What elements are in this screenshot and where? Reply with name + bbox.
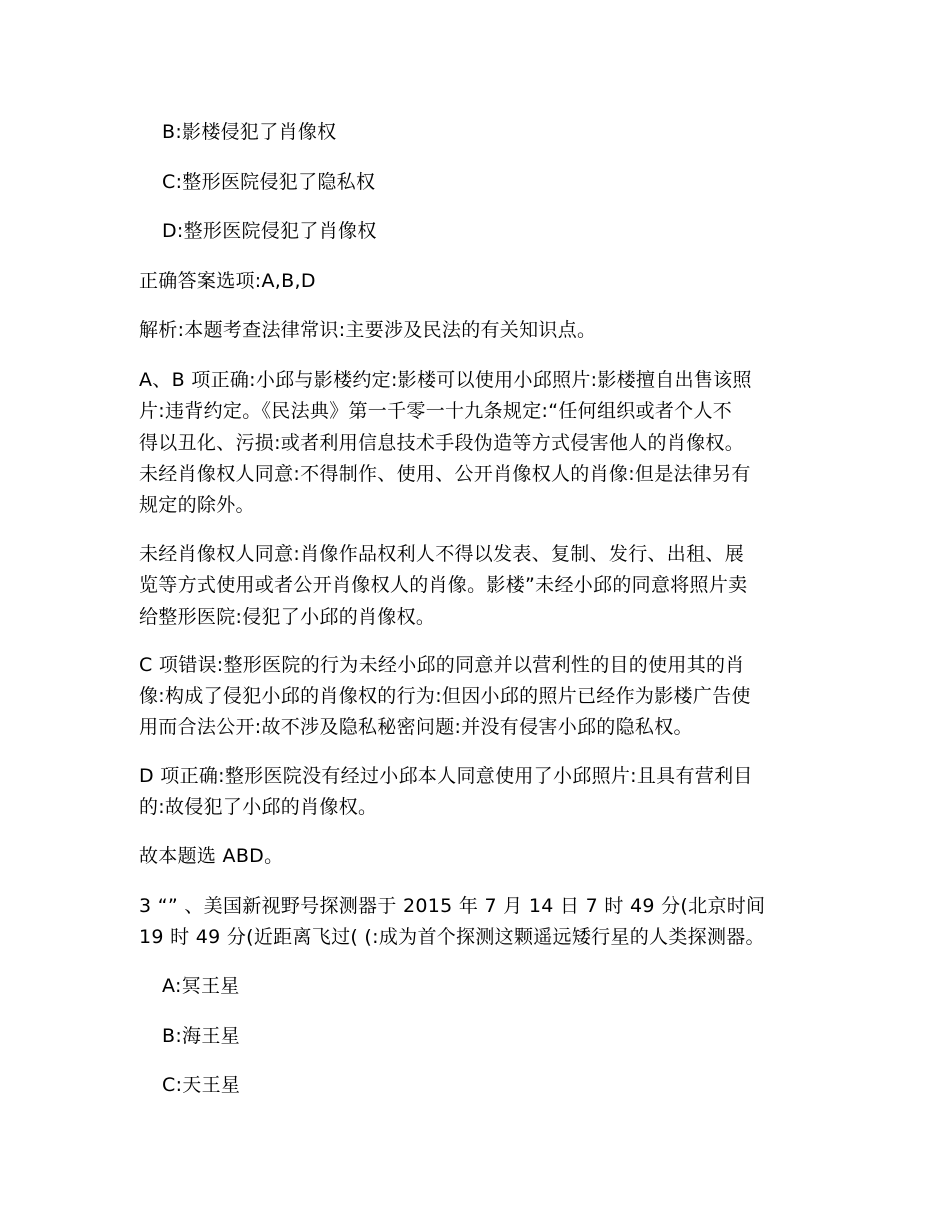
paragraph-line: 片:违背约定。《民法典》第一千零一十九条规定:“任何组织或者个人不 [139, 400, 733, 422]
paragraph-line: 未经肖像权人同意:肖像作品权利人不得以发表、复制、发行、出租、展 [139, 543, 745, 565]
answer-summary: 故本题选 ABD。 [139, 845, 284, 867]
paragraph-line: 未经肖像权人同意:不得制作、使用、公开肖像权人的肖像:但是法律另有 [139, 463, 751, 485]
option-d-previous: D:整形医院侵犯了肖像权 [162, 220, 377, 242]
question-3-stem: 19 时 49 分(近距离飞过( (:成为首个探测这颗遥远矮行星的人类探测器。 [139, 926, 765, 948]
paragraph-line: 给整形医院:侵犯了小邱的肖像权。 [139, 606, 436, 628]
option-c-previous: C:整形医院侵犯了隐私权 [162, 171, 376, 193]
paragraph-line: 像:构成了侵犯小邱的肖像权的行为:但因小邱的照片已经作为影楼广告使 [139, 685, 751, 707]
correct-answer: 正确答案选项:A,B,D [139, 270, 316, 292]
paragraph-line: 览等方式使用或者公开肖像权人的肖像。影楼”未经小邱的同意将照片卖 [139, 574, 748, 596]
option-b: B:海王星 [162, 1025, 240, 1047]
paragraph-line: 规定的除外。 [139, 494, 255, 516]
paragraph-line: A、B 项正确:小邱与影楼约定:影楼可以使用小邱照片:影楼擅自出售该照 [139, 369, 752, 391]
option-c: C:天王星 [162, 1074, 241, 1096]
paragraph-line: C 项错误:整形医院的行为未经小邱的同意并以营利性的目的使用其的肖 [139, 654, 745, 676]
paragraph-line: 得以丑化、污损:或者利用信息技术手段伪造等方式侵害他人的肖像权。 [139, 432, 745, 454]
paragraph-line: D 项正确:整形医院没有经过小邱本人同意使用了小邱照片:且具有营利目 [139, 765, 753, 787]
option-b-previous: B:影楼侵犯了肖像权 [162, 121, 337, 143]
paragraph-line: 的:故侵犯了小邱的肖像权。 [139, 796, 378, 818]
option-a: A:冥王星 [162, 975, 240, 997]
question-3-stem: 3 “” 、美国新视野号探测器于 2015 年 7 月 14 日 7 时 49 分(北京时间 [139, 895, 766, 917]
paragraph-line: 用而合法公开:故不涉及隐私秘密问题:并没有侵害小邱的隐私权。 [139, 716, 693, 738]
analysis-intro: 解析:本题考查法律常识:主要涉及民法的有关知识点。 [139, 319, 597, 341]
